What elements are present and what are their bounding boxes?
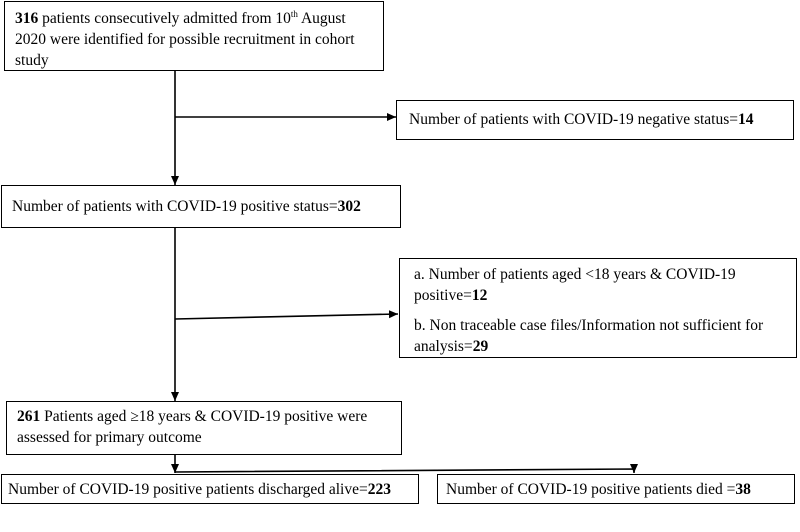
died-count: 38 — [735, 481, 751, 498]
negative-text: Number of patients with COVID-19 negative status= — [409, 111, 739, 128]
exclusion-a-count: 12 — [471, 287, 488, 304]
negative-count: 14 — [738, 111, 754, 128]
screened-text-2: August 2020 were identified for possible recruitment in cohort study — [15, 10, 355, 69]
screened-count: 316 — [15, 10, 39, 27]
exclusions-box — [399, 258, 797, 358]
discharged-text: Number of COVID-19 positive patients discharged alive= — [8, 481, 368, 498]
assessed-box — [6, 401, 402, 455]
positive-count: 302 — [337, 198, 361, 215]
positive-box — [1, 185, 401, 228]
assessed-text: Patients aged ≥18 years & COVID-19 positive were assessed for primary outcome — [17, 408, 368, 446]
exclusion-b-count: 29 — [472, 338, 489, 355]
screened-box — [4, 1, 384, 71]
assessed-count: 261 — [17, 408, 41, 425]
positive-text: Number of patients with COVID-19 positive status= — [12, 198, 338, 215]
screened-text-1: patients consecutively admitted from 10 — [38, 10, 291, 27]
died-text: Number of COVID-19 positive patients died = — [446, 481, 736, 498]
exclusion-a-text: a. Number of patients aged <18 years & COVID-19 positive= — [414, 266, 736, 304]
screened-superscript: th — [290, 9, 298, 19]
arrow-assessed-to-died — [175, 469, 634, 472]
discharged-count: 223 — [367, 481, 391, 498]
discharged-box — [1, 474, 419, 504]
died-box — [437, 474, 795, 504]
negative-box — [396, 100, 794, 140]
arrow-to-exclusions — [175, 314, 398, 319]
exclusion-b-text: b. Non traceable case files/Information not sufficient for analysis= — [414, 317, 764, 355]
